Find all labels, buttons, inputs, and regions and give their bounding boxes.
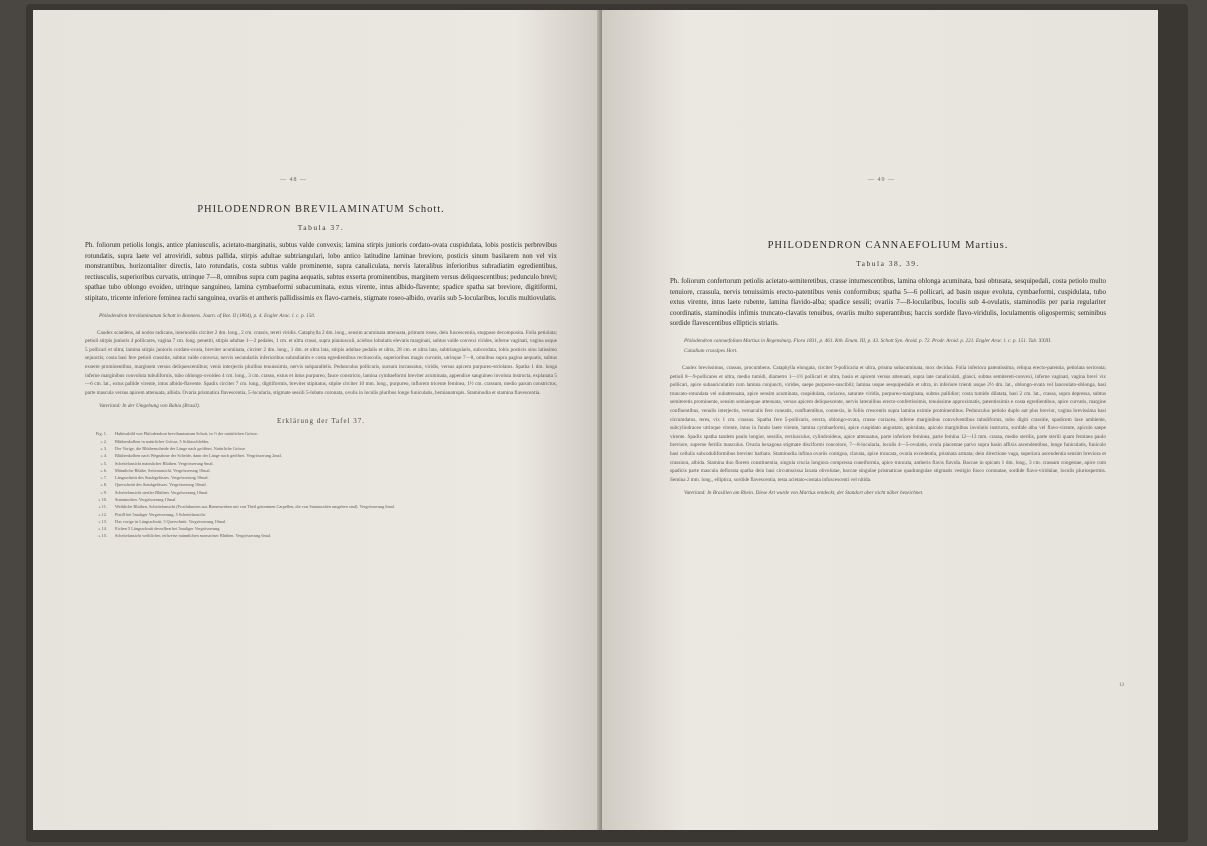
- figure-item: » 8. Querschnitt des Staubgefässes. Vergrösserung 10mal.: [100, 482, 207, 488]
- figure-item: » 10. Staminodien. Vergrösserung 10mal.: [98, 496, 177, 502]
- figure-item: » 6. Männliche Blüthe, Seitenansicht. Vergrösserung 10mal.: [100, 467, 211, 473]
- figure-item: » 2. Blüthenkolben in natürlicher Grösse, 5 Schlauchfelder.: [100, 438, 210, 444]
- latin-diagnosis: Ph. foliorum confertorum petiolis acietato-semiteretibus, crasse intumescentibus, lamina oblonga acuminata, basi obtusata, sesquipedali, costa petiolo multo tenuiore, crassula, nervis tenuissimis erecto-patentibus venis conformibus; spatha 5—6 pollicari, ad basin usque evoluta, cymbaeformi, cuspidulata, tubo extus virente, intus laete rubente, lamina flavido-alba; spadice sessili; ovariis 7—8-locularibus, loculis sub 4-ovulatis, staminodiis per paria regulariter coordinatis, staminodiis infimis truncato-clavatis tenuibus, ovariis multo superantibus; baccis sordide flavo-viridulis, loculamentis oligospermis; seminibus sordide flavescentibus ellipticis striatis.: [670, 278, 1106, 328]
- citation: Philodendron cannaefolium Martius in Regensburg. Flora 1831, p. 461. Kth. Enum. III, p. 43. Schott Syn. Aroid. p. 72. Prodr. Aroid. p. 221. Engler Arac. l. c. p. 151. Tab. XXIII.: [684, 337, 1052, 344]
- species-title: PHILODENDRON CANNAEFOLIUM Martius.: [767, 240, 1009, 251]
- species-title: PHILODENDRON BREVILAMINATUM Schott.: [197, 204, 445, 215]
- habitat-note: Vaterland: In der Umgebung von Bahia (Brasil).: [99, 403, 200, 410]
- habitat-note: Vaterland: In Brasilien am Rhein. Diese Art wurde von Martius entdeckt, der Standort aber nicht näher bezeichnet.: [684, 490, 924, 497]
- synonym-citation: Caladium crassipes Hort.: [684, 347, 738, 354]
- left-page: [33, 10, 601, 830]
- figure-item: » 14. Eichen 5 Längsschnitt desselben bei 5maliger Vergrösserung.: [98, 526, 221, 532]
- description: Caulex brevissimus, crassus, procumbens. Cataphylla elongata, circiter 9-pollicaria et ultra, prisma subacuminata, mox decidua. Folia inferiora patentissima, reliqua erecto-patentia, petiolata sericeata; petioli 8—9-pollicares et ultra, medio tumidi, diametro 1—1½ pollicari et ultra, basin et apicem versus attenuati, supra late canaliculati, glauci, subtus semitereti-convexi, inferne vaginati, vagina brevi vix pollicari, apice subauriculatim cum lamina conjuncti, virides, saepe purpureo-suscibili; lamina usque sesquipedalis et ultra, in inferiore trienti usque 2½ dm. lat., oblongo-ovata vel lanceolato-oblonga, basi truncato-rotundata vel subattenuata, apice sensim acuminata, cuspidulata, coriacea, saturate viridis, purpureo-marginata, subtus pallidior; costa tumido dilatata, basi 2 cm. lat., crassa, supra depressa, subtus semiteretis prominente, sensim semiaequae attenuata, versus apicem deliquescente, nervis lateralibus erecto-confertissimis, tenuissime approximatis, patentissimis e costa egredientibus, apice curvatis, margine confluentibus, venulis interjectis, vernaculis fere cuneatis, confluentibus, connexis, in foliis crescentis supra lamina eximie prominentibus. Pedunculus petiolo duplo aut plus brevior, vagina brevissima basi circumdatus, teres, vix 1 cm. crassus. Spatha fere 5-pollicaris, erecta, oblongo-ovata, crasse coriacea, inferne marginibus convolventibus tubulifornis, tubo digiti crassitie, spadicem laxe ambiente, subcylindraceo utrinque virente, intus in fundo laete virente, lamina cymbaeformi, apice cuspidato angustato, apiculata, apiculo marginibus involutis instructo, sordide alba vel flavo-virente, apiculo saepe virente. Spadix spatha tandem paulo longior, sessilis, rectiusculus, cylindroideus, apice attenuatus, parte inferiore feminea, parte femina 12—13 mm. crassa, medio sterilis, parte sterili quam feminea paulo breviore, superne fertilis masculus. Ovaria hexagona stigmate disciformi concolore, 7—8-locularia, loculis 4—5-ovulatis, ovula placentae parvo supra basin affixis ascendentibus, longe funiculatis, funiculo basi cellulis subcoduliformibus breviter barbato. Staminodia infima ovariis contigua, clavata, apice truncata, ovaria excedentia, prismata armata; dein directione vaga, superiora ascendentia sensim breviora et crassiora, albida. Stamina duo florem constituentia, singula crucia longiora compressa cuneiformia, apice truncata, antheris flavis flavida. Baccae in spicam 1 dm. long., 3 cm. crassam congestae, apice cum spadicis parte mascula deflorata spatha dein basi circumscissa laxata obvolutae, baccae singulae prismaticae quadrangulae stigmatis vestigio fusco coronatae, sordide flavo-viridulae, loculis pluriospermis. Semina 2 mm. long., elliptica, sordide flavescentia, testa acietato-costata infuscescenti vel nitida.: [670, 364, 1106, 483]
- citation: Philodendron brevilaminatum Schott in Bonnens. Journ. of Bot. II (1864), p. 4. Engler Arac. l. c. p. 150.: [99, 312, 316, 319]
- plate-reference: Tabula 37.: [297, 223, 345, 232]
- figure-item: » 15. Scheitelansicht weiblicher, teilweise männlichen monströser Blüthen. Vergrösserung 6mal.: [98, 533, 271, 539]
- description: Caudex scandens, ad nodos radicans, internodiis circiter 2 dm. long., 2 cm. crassis, tereti viridis. Cataphylla 2 dm. long., sensim acuminata attenuata, primum rosea, dein fuscescentia, stuppose decomposita. Folia petiolata; petioli stirpis junioris 4 pollicares, vagina 7 cm. long. penetiti, stirpis adultae 1—2 pedales, 1 cm. et ultra crassi, supra planiusculi, aciebus lobulatis elevatis marginati, subtus valde convexi virides, inferne vaginati, vagina usque 5 pollicari et ultra; lamina stirpis junioris cordato-ovata, breviter acuminata, circiter 2 dm. long., 1 dm. et ultra lata, stirpis adultae pedalis et ultra, 28 cm. et ultra lata, subtriangularis, subcordata, lobis posticis sinu latissimo sejunctis; costa basi fere petioli crassitie, subtus valde convexa; nervis secundariis inferioribus subradiatim e costa egredientibus rectiusculis, superioribus magis curvatis, utrinque 7—8, omnibus supra pagina aequatis, subtus exserte prominentibus, marginem versus deliquescentibus; venis interjectis pluribus tenuissimis, nervis subparallelis. Pedunculus pollicaris, sursum incrassatus, viridis, versus apicem purpureo-striolatus. Spatha 1 dm. longa inferne marginibus convoluta tubulifornis, tubo oblongo-ovoideo 4 cm. long., 3 cm. crasso, extus et intus purpureo, fauce constricto, lamina cymbaeformi breviter acuminata, appendice sanguineo involuta instructa, explanata 5—6 cm. lat., extus pallide virente, intus albido-flavente. Spadix circiter 7 cm. long., digitiformis, breviter stipitatus, stipite circiter 10 mm. long., purpureo, inflorem tricente feminea, 1½ cm. crassum, medio parum constrictus, parte mascula versus apicem attenuata, albida. Ovaria prismatica flavescentia, 5-locularia, stigmate sessili 5-lobato coronata, ovulis in loculis pluribus longe funiculatis, hemianatropis. Staminodia et stamina flavescentia.: [85, 329, 557, 396]
- figure-item: » 5. Scheitelansicht männlicher Blüthen. Vergrösserung 6mal.: [100, 460, 214, 466]
- figure-item: » 4. Blüthenkolben nach Wegnahme der Scheide, dann der Länge nach geöffnet. Vergrösserung 2mal.: [100, 453, 282, 459]
- figure-item: Fig. 1. Habitusbild von Philodendron brevilaminatum Schott, in ½ der natürlichen Grösse.: [95, 431, 258, 437]
- figure-item: » 13. Das vorige in Längsschnitt, 5 Querschnitt. Vergrösserung 10mal.: [98, 518, 227, 524]
- figure-item: » 9. Scheitelansicht steriler Blüthen. Vergrösserung 10mal.: [100, 489, 209, 495]
- plate-reference: Tabula 38, 39.: [856, 259, 920, 268]
- figure-item: » 3. Der Vorige, die Blüthenscheide der Länge nach geöffnet. Natürliche Grösse.: [100, 445, 247, 451]
- figure-item: » 12. Pistill bei 5maliger Vergrösserung, 5 Scheitelansicht.: [98, 511, 206, 517]
- figure-item: » 7. Längsschnitt des Staubgefässes. Vergrösserung 10mal.: [100, 475, 209, 481]
- figure-item: » 11. Weibliche Blüthen, Scheitelansicht (Fruchtknoten aus Bienenwaben mit von Theil getrennten Carpellen, die von Staminodien umgeben sind). Vergrösserung 6mal.: [98, 504, 395, 510]
- latin-diagnosis: Ph. foliorum petiolis longis, antice planiusculis, acietato-marginatis, subtus valde convexis; lamina stirpis junioris cordato-ovata cuspidulata, lobis posticis perbrevibus rotundatis, supra laete vel atroviridi, subtus pallida, stirpis adultae subtriangulari, lobo antico latitudine laminae breviore, posticis sinum basilarem non vel vix monstrantibus, horizontaliter directis, lato rotundatis, costa subtus valde prominente, supra canaliculata, nervis lateralibus inferioribus subradiatim egredientibus, rectiusculis, superioribus curvatis, utrinque 7—8, omnibus supra cum pagina aequatis, subtus exserta prominentibus, marginem versus deliquescentibus; pedunculo brevi; spathae tubo oblongo evoideo, utrinque sanguineo, lamina cymbaeformi subacuminata, extus virente, intus albido-flavente; spadice spatha sat breviore, digitiformi, stipitato, tricente inferiore feminea rachi sanguinea, ovariis et antheris pallidissimis ex flavo-carneis, stigmate roseo-albido, ovariis sub 5-locularibus, loculis multiovulatis.: [85, 242, 557, 302]
- signature-number: 13: [1119, 683, 1124, 688]
- figure-list: [85, 430, 557, 539]
- page-number: — 48 —: [280, 177, 307, 183]
- plate-explanation-title: Erklärung der Tafel 37.: [276, 417, 366, 426]
- right-page: [602, 10, 1158, 830]
- page-number: — 49 —: [868, 177, 895, 183]
